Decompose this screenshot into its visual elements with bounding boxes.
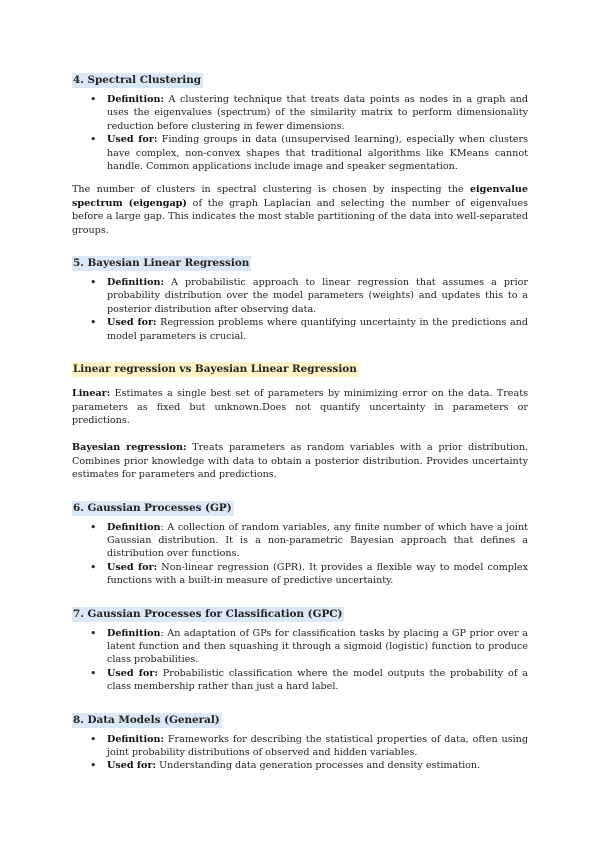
definition-label: Definition [107,627,161,639]
used-for-label: Used for: [107,667,158,679]
section-6-list [72,521,528,588]
section-4-definition [107,93,528,133]
eigengap-text-start: The number of clusters in spectral clustering is chosen by inspecting the [72,184,470,196]
used-for-text: Non-linear regression (GPR). It provides a flexible way to model complex functions with a built-in measure of predictive uncertainty. [107,561,528,587]
section-8-used-for [107,759,528,772]
linear-text: Estimates a single best set of parameters by minimizing error on the data. Treats parameters as fixed but unknown.Does not quantify uncertainty in parameters or predictions. [72,388,528,426]
section-5-heading: 5. Bayesian Linear Regression [73,257,250,270]
used-for-label: Used for: [107,134,158,146]
section-6-used-for [107,561,528,588]
section-4-list [72,93,528,173]
definition-label: Definition: [107,733,165,745]
definition-text: Frameworks for describing the statistical properties of data, often using joint probability distributions of observed and hidden variables. [107,733,528,758]
used-for-label: Used for: [107,760,157,772]
eigengap-term: eigenvalue spectrum (eigengap) [72,184,528,209]
used-for-label: Used for: [107,317,157,329]
section-4-used-for [107,133,528,173]
bayesian-paragraph [72,441,528,481]
section-7-list [72,627,528,694]
section-7-used-for [107,667,528,694]
section-7-heading: 7. Gaussian Processes for Classification (GPC) [73,607,343,620]
section-4-heading: 4. Spectral Clustering [73,74,202,86]
used-for-text: Probabilistic classification where the model outputs the probability of a class membership rather than just a hard label. [107,667,528,693]
used-for-text: Finding groups in data (unsupervised learning), especially when clusters have complex, non-convex shapes that traditional algorithms like KMeans cannot handle. Common applications include image and speaker segmentation. [107,134,528,173]
definition-label: Definition: [107,94,165,105]
section-5-used-for [107,316,528,343]
definition-text: A clustering technique that treats data points as nodes in a graph and uses the eigenvalues (spectrum) of the similarity matrix to perform dimensionality reduction before clustering in fewer dimensions. [107,94,528,132]
definition-text: : A collection of random variables, any finite number of which have a joint Gaussian distribution. It is a non-parametric Bayesian approach that defines a distribution over functions. [107,521,528,560]
eigengap-paragraph [72,183,528,237]
bayesian-label: Bayesian regression: [72,442,187,454]
used-for-label: Used for: [107,561,158,573]
definition-label: Definition [107,521,161,533]
section-5-list [72,276,528,343]
linear-label: Linear: [72,388,111,400]
used-for-text: Understanding data generation processes and density estimation. [156,760,481,772]
comparison-heading: Linear regression vs Bayesian Linear Regression [73,363,357,376]
section-8-list [72,733,528,773]
section-6-heading: 6. Gaussian Processes (GP) [73,501,232,514]
section-8-definition [107,733,528,760]
section-8-heading: 8. Data Models (General) [73,713,220,726]
definition-label: Definition: [107,277,165,289]
used-for-text: Regression problems where quantifying uncertainty in the predictions and model parameters is crucial. [107,317,528,342]
section-7-definition [107,627,528,667]
definition-text: : An adaptation of GPs for classification tasks by placing a GP prior over a latent function and then squashing it through a sigmoid (logistic) function to produce class probabilities. [107,627,528,666]
bayesian-text: Treats parameters as random variables with a prior distribution. Combines prior knowledge with data to obtain a posterior distribution. Provides uncertainty estimates for parameters and predictions. [72,442,529,481]
section-6-definition [107,521,528,561]
definition-text: A probabilistic approach to linear regression that assumes a prior probability distribution over the model parameters (weights) and updates this to a posterior distribution after observing data. [107,277,528,315]
section-5-definition [107,276,528,316]
eigengap-text-end: of the graph Laplacian and selecting the number of eigenvalues before a large gap. This indicates the most stable partitioning of the data into well-separated groups. [72,197,528,236]
linear-paragraph [72,387,528,427]
